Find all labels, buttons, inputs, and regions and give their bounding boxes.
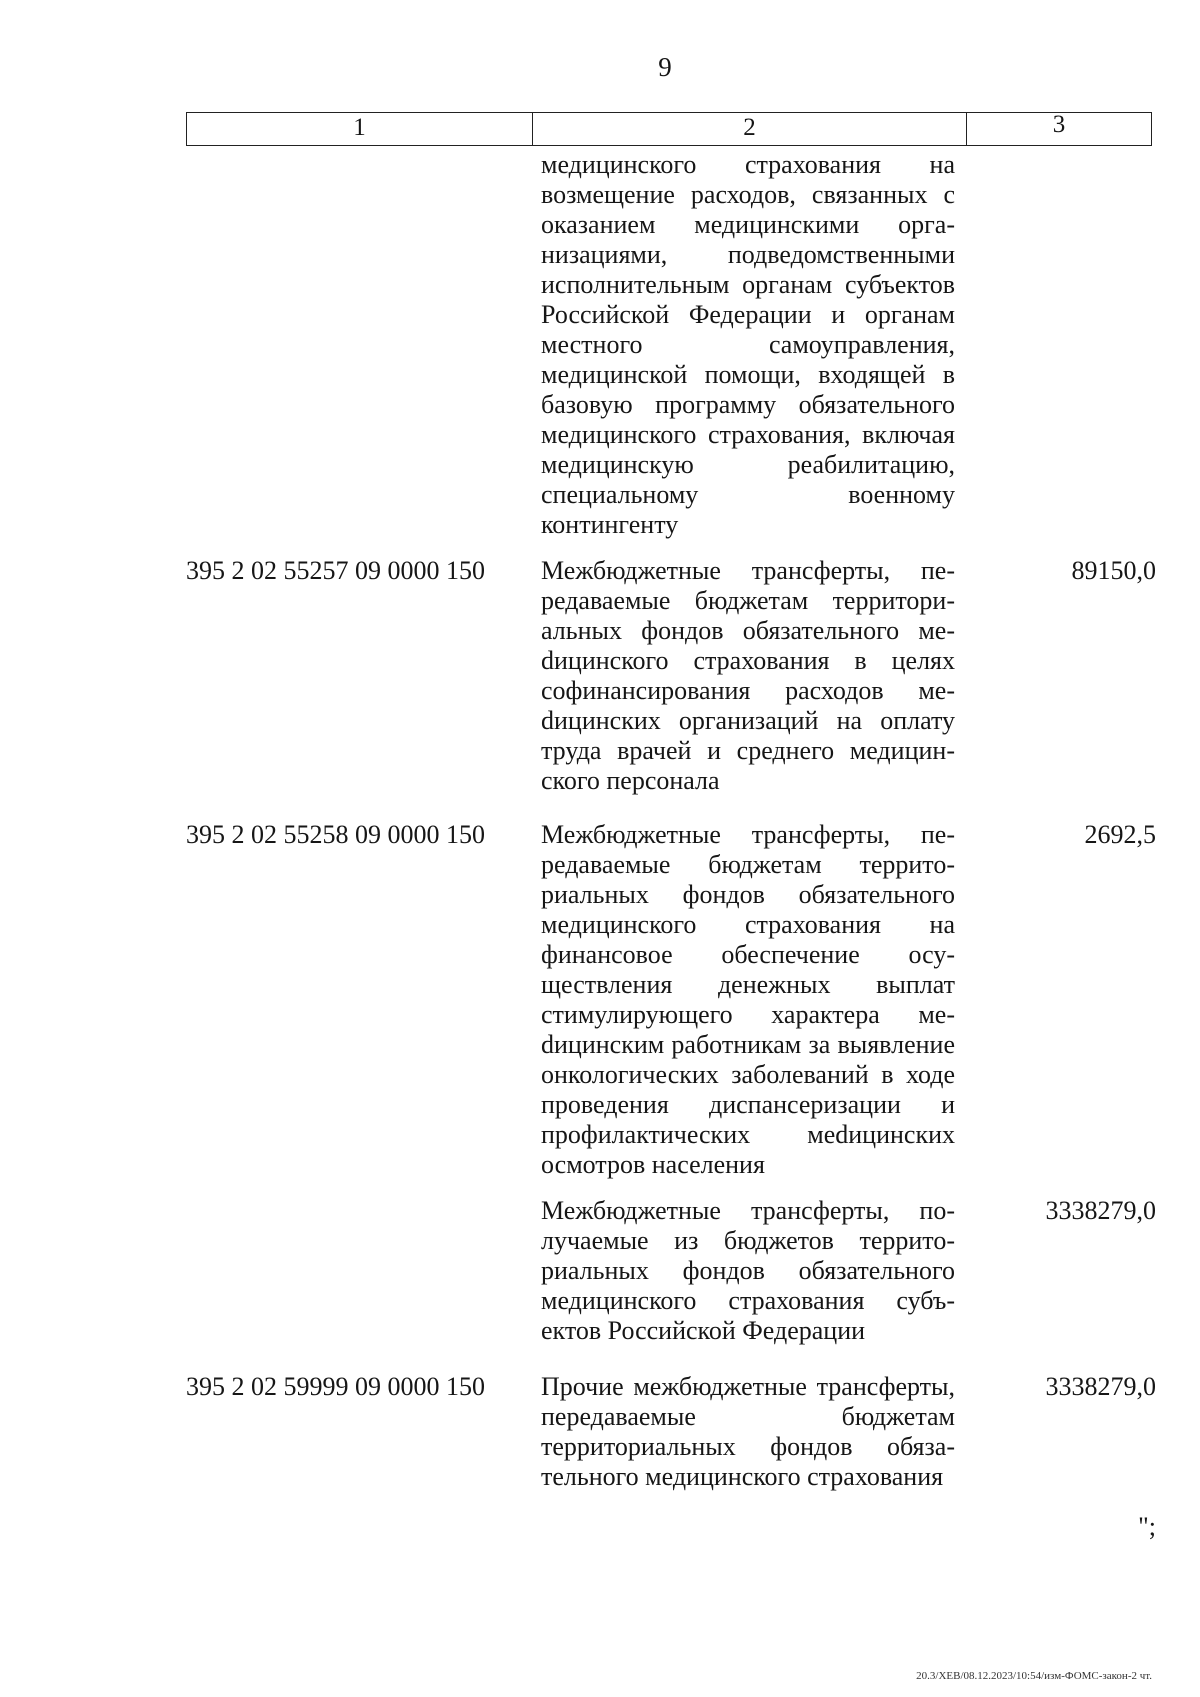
column-header-1: 1 xyxy=(187,113,533,145)
row-amount: 3338279,0 xyxy=(1045,1196,1156,1225)
budget-code: 395 2 02 59999 09 0000 150 xyxy=(186,1372,485,1401)
row-amount: 89150,0 xyxy=(1071,556,1156,585)
row-description: Межбюджетные трансферты, передаваемые бюджетам территориальных фондов обязательного меdицинского страхования в целях софинансирования расходов меdицинских организаций на оплату труда врачей и среднего медицинского персонала xyxy=(541,556,955,795)
row-description: Прочие межбюджетные трансферты, передаваемые бюджетам территориальных фондов обязательного медицинского страхования xyxy=(541,1372,955,1491)
row-description: медицинского страхования на возмещение расходов, связанных с оказанием медицинскими организациями, подведомственными исполнительным органам субъектов Российской Федерации и органам местного самоуправления, медицинской помощи, входящей в базовую программу обязательного медицинского страхования, включая медицинскую реабилитацию, специальному военному контингенту xyxy=(541,150,955,539)
column-header-2: 2 xyxy=(533,113,967,145)
row-description: Межбюджетные трансферты, получаемые из бюджетов территориальных фондов обязательного медицинского страхования субъектов Российской Федерации xyxy=(541,1196,955,1345)
budget-code: 395 2 02 55258 09 0000 150 xyxy=(186,820,485,849)
document-footer-id: 20.3/ХЕВ/08.12.2023/10:54/изм-ФОМС-закон-2 чт. xyxy=(916,1670,1152,1682)
budget-code: 395 2 02 55257 09 0000 150 xyxy=(186,556,485,585)
column-header-3: 3 xyxy=(1052,111,1066,138)
table-header xyxy=(186,112,1152,146)
row-amount: 3338279,0 xyxy=(1045,1372,1156,1401)
row-description: Межбюджетные трансферты, передаваемые бюджетам территориальных фондов обязательного медицинского страхования на финансовое обеспечение осуществления денежных выплат стимулирующего характера меdицинским работникам за выявление онкологических заболеваний в ходе проведения диспансеризации и профилактических меdицинских осмотров населения xyxy=(541,820,955,1179)
page-number: 9 xyxy=(658,52,672,82)
closing-quote-mark: "; xyxy=(1138,1512,1156,1541)
row-amount: 2692,5 xyxy=(1084,820,1156,849)
